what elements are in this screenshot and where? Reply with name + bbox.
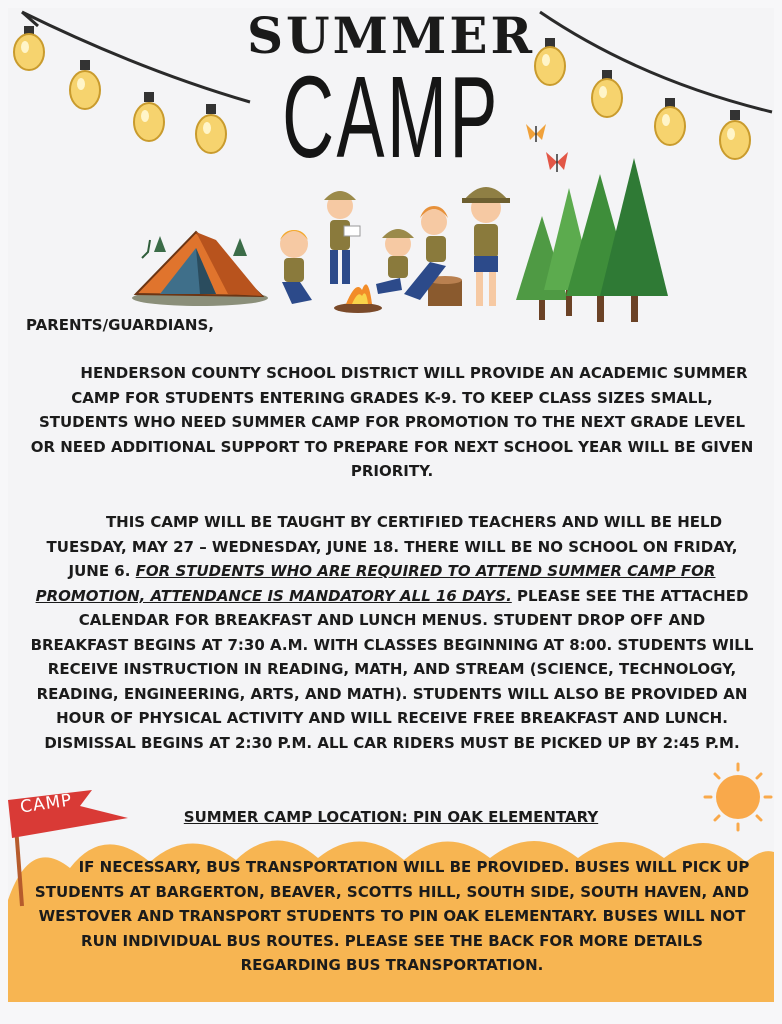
paragraph-bus-text: IF NECESSARY, BUS TRANSPORTATION WILL BE PROVIDED. BUSES WILL PICK UP STUDENTS AT BARGERTON, BEAVER, SCOTTS HILL, SOUTH SIDE, SOUTH HAVEN, AND WESTOVER AND TRANSPORT STUDENTS TO PIN OAK ELEMENTARY. BUSES WILL NOT RUN INDIVIDUAL BUS ROUTES. PLEASE SEE THE BACK FOR MORE DETAILS REGARDING BUS TRANSPORTATION. [34, 858, 750, 974]
paragraph-intro [30, 361, 754, 484]
greeting: PARENTS/GUARDIANS, [26, 316, 214, 334]
title-camp: CAMP [282, 52, 500, 182]
campers-illustration-icon [280, 187, 510, 313]
title-summer: SUMMER [246, 6, 536, 65]
flag-label: CAMP [18, 790, 74, 818]
paragraph-details-before: THIS CAMP WILL BE TAUGHT BY CERTIFIED TEACHERS AND WILL BE HELD TUESDAY, MAY 27 – WEDNESDAY, JUNE 18. THERE WILL BE NO SCHOOL ON FRIDAY, JUNE 6. [46, 513, 738, 580]
paragraph-intro-text: HENDERSON COUNTY SCHOOL DISTRICT WILL PROVIDE AN ACADEMIC SUMMER CAMP FOR STUDENTS ENTERING GRADES K-9. TO KEEP CLASS SIZES SMALL, STUDENTS WHO NEED SUMMER CAMP FOR PROMOTION TO THE NEXT GRADE LEVEL OR NEED ADDITIONAL SUPPORT TO PREPARE FOR NEXT SCHOOL YEAR WILL BE GIVEN PRIORITY. [30, 364, 754, 480]
mandatory-attendance-note: FOR STUDENTS WHO ARE REQUIRED TO ATTEND SUMMER CAMP FOR PROMOTION, ATTENDANCE IS MANDATORY ALL 16 DAYS. [35, 562, 716, 605]
paragraph-details [30, 510, 754, 755]
camp-location-text: SUMMER CAMP LOCATION: PIN OAK ELEMENTARY [183, 808, 599, 826]
paragraph-details-after: PLEASE SEE THE ATTACHED CALENDAR FOR BREAKFAST AND LUNCH MENUS. STUDENT DROP OFF AND BREAKFAST BEGINS AT 7:30 A.M. WITH CLASSES BEGINNING AT 8:00. STUDENTS WILL RECEIVE INSTRUCTION IN READING, MATH, AND STREAM (SCIENCE, TECHNOLOGY, READING, ENGINEERING, ARTS, AND MATH). STUDENTS WILL ALSO BE PROVIDED AN HOUR OF PHYSICAL ACTIVITY AND WILL RECEIVE FREE BREAKFAST AND LUNCH. DISMISSAL BEGINS AT 2:30 P.M. ALL CAR RIDERS MUST BE PICKED UP BY 2:45 P.M. [30, 586, 754, 752]
camp-location [0, 808, 782, 826]
tent-icon [132, 232, 268, 306]
paragraph-bus [30, 855, 754, 978]
